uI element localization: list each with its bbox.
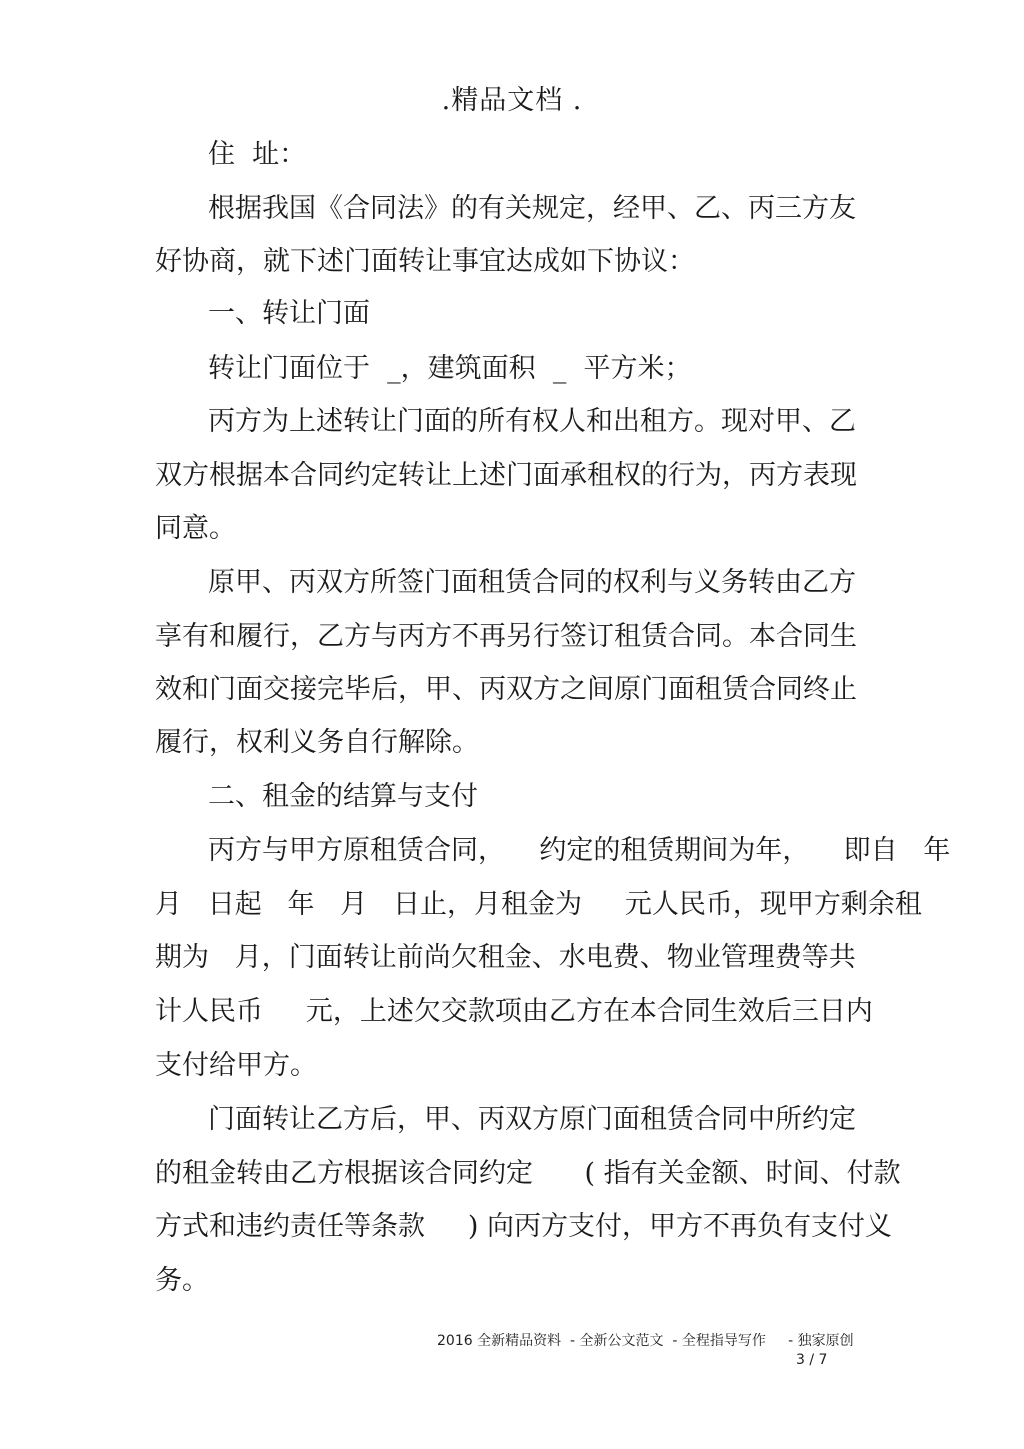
paragraph-line: 的租金转由乙方根据该合同约定 ( 指有关金额、时间、付款 — [155, 1158, 901, 1189]
paragraph-line: 转让门面位于 _，建筑面积 _ 平方米； — [208, 353, 692, 384]
page-number: 3 / 7 — [796, 1352, 828, 1368]
paragraph-line: 同意。 — [155, 513, 236, 544]
address-line: 住 址： — [208, 139, 307, 170]
section-heading: 一、转让门面 — [208, 298, 370, 329]
page-header: .精品文档 . — [441, 85, 583, 116]
paragraph-line: 效和门面交接完毕后，甲、丙双方之间原门面租赁合同终止 — [155, 674, 857, 705]
paragraph-line: 计人民币 元，上述欠交款项由乙方在本合同生效后三日内 — [155, 996, 873, 1027]
paragraph-line: 原甲、丙双方所签门面租赁合同的权利与义务转由乙方 — [208, 567, 856, 598]
paragraph-line: 务。 — [155, 1265, 209, 1296]
footer-note: 2016 全新精品资料 - 全新公文范文 - 全程指导写作 - 独家原创 — [437, 1333, 854, 1349]
paragraph-line: 丙方与甲方原租赁合同， 约定的租赁期间为年， 即自 年 — [208, 835, 951, 866]
paragraph-line: 期为 月，门面转让前尚欠租金、水电费、物业管理费等共 — [155, 942, 856, 973]
paragraph-line: 支付给甲方。 — [155, 1050, 317, 1081]
paragraph-line: 根据我国《合同法》的有关规定，经甲、乙、丙三方友 — [208, 193, 856, 224]
paragraph-line: 门面转让乙方后，甲、丙双方原门面租赁合同中所约定 — [208, 1104, 856, 1135]
paragraph-line: 月 日起 年 月 日止，月租金为 元人民币，现甲方剩余租 — [155, 889, 922, 920]
paragraph-line: 好协商，就下述门面转让事宜达成如下协议： — [155, 246, 695, 277]
paragraph-line: 丙方为上述转让门面的所有权人和出租方。现对甲、乙 — [208, 406, 856, 437]
paragraph-line: 双方根据本合同约定转让上述门面承租权的行为，丙方表现 — [155, 460, 857, 491]
paragraph-line: 方式和违约责任等条款 ) 向丙方支付，甲方不再负有支付义 — [155, 1211, 893, 1242]
paragraph-line: 享有和履行，乙方与丙方不再另行签订租赁合同。本合同生 — [155, 621, 857, 652]
paragraph-line: 履行，权利义务自行解除。 — [155, 727, 479, 758]
section-heading: 二、租金的结算与支付 — [208, 781, 478, 812]
